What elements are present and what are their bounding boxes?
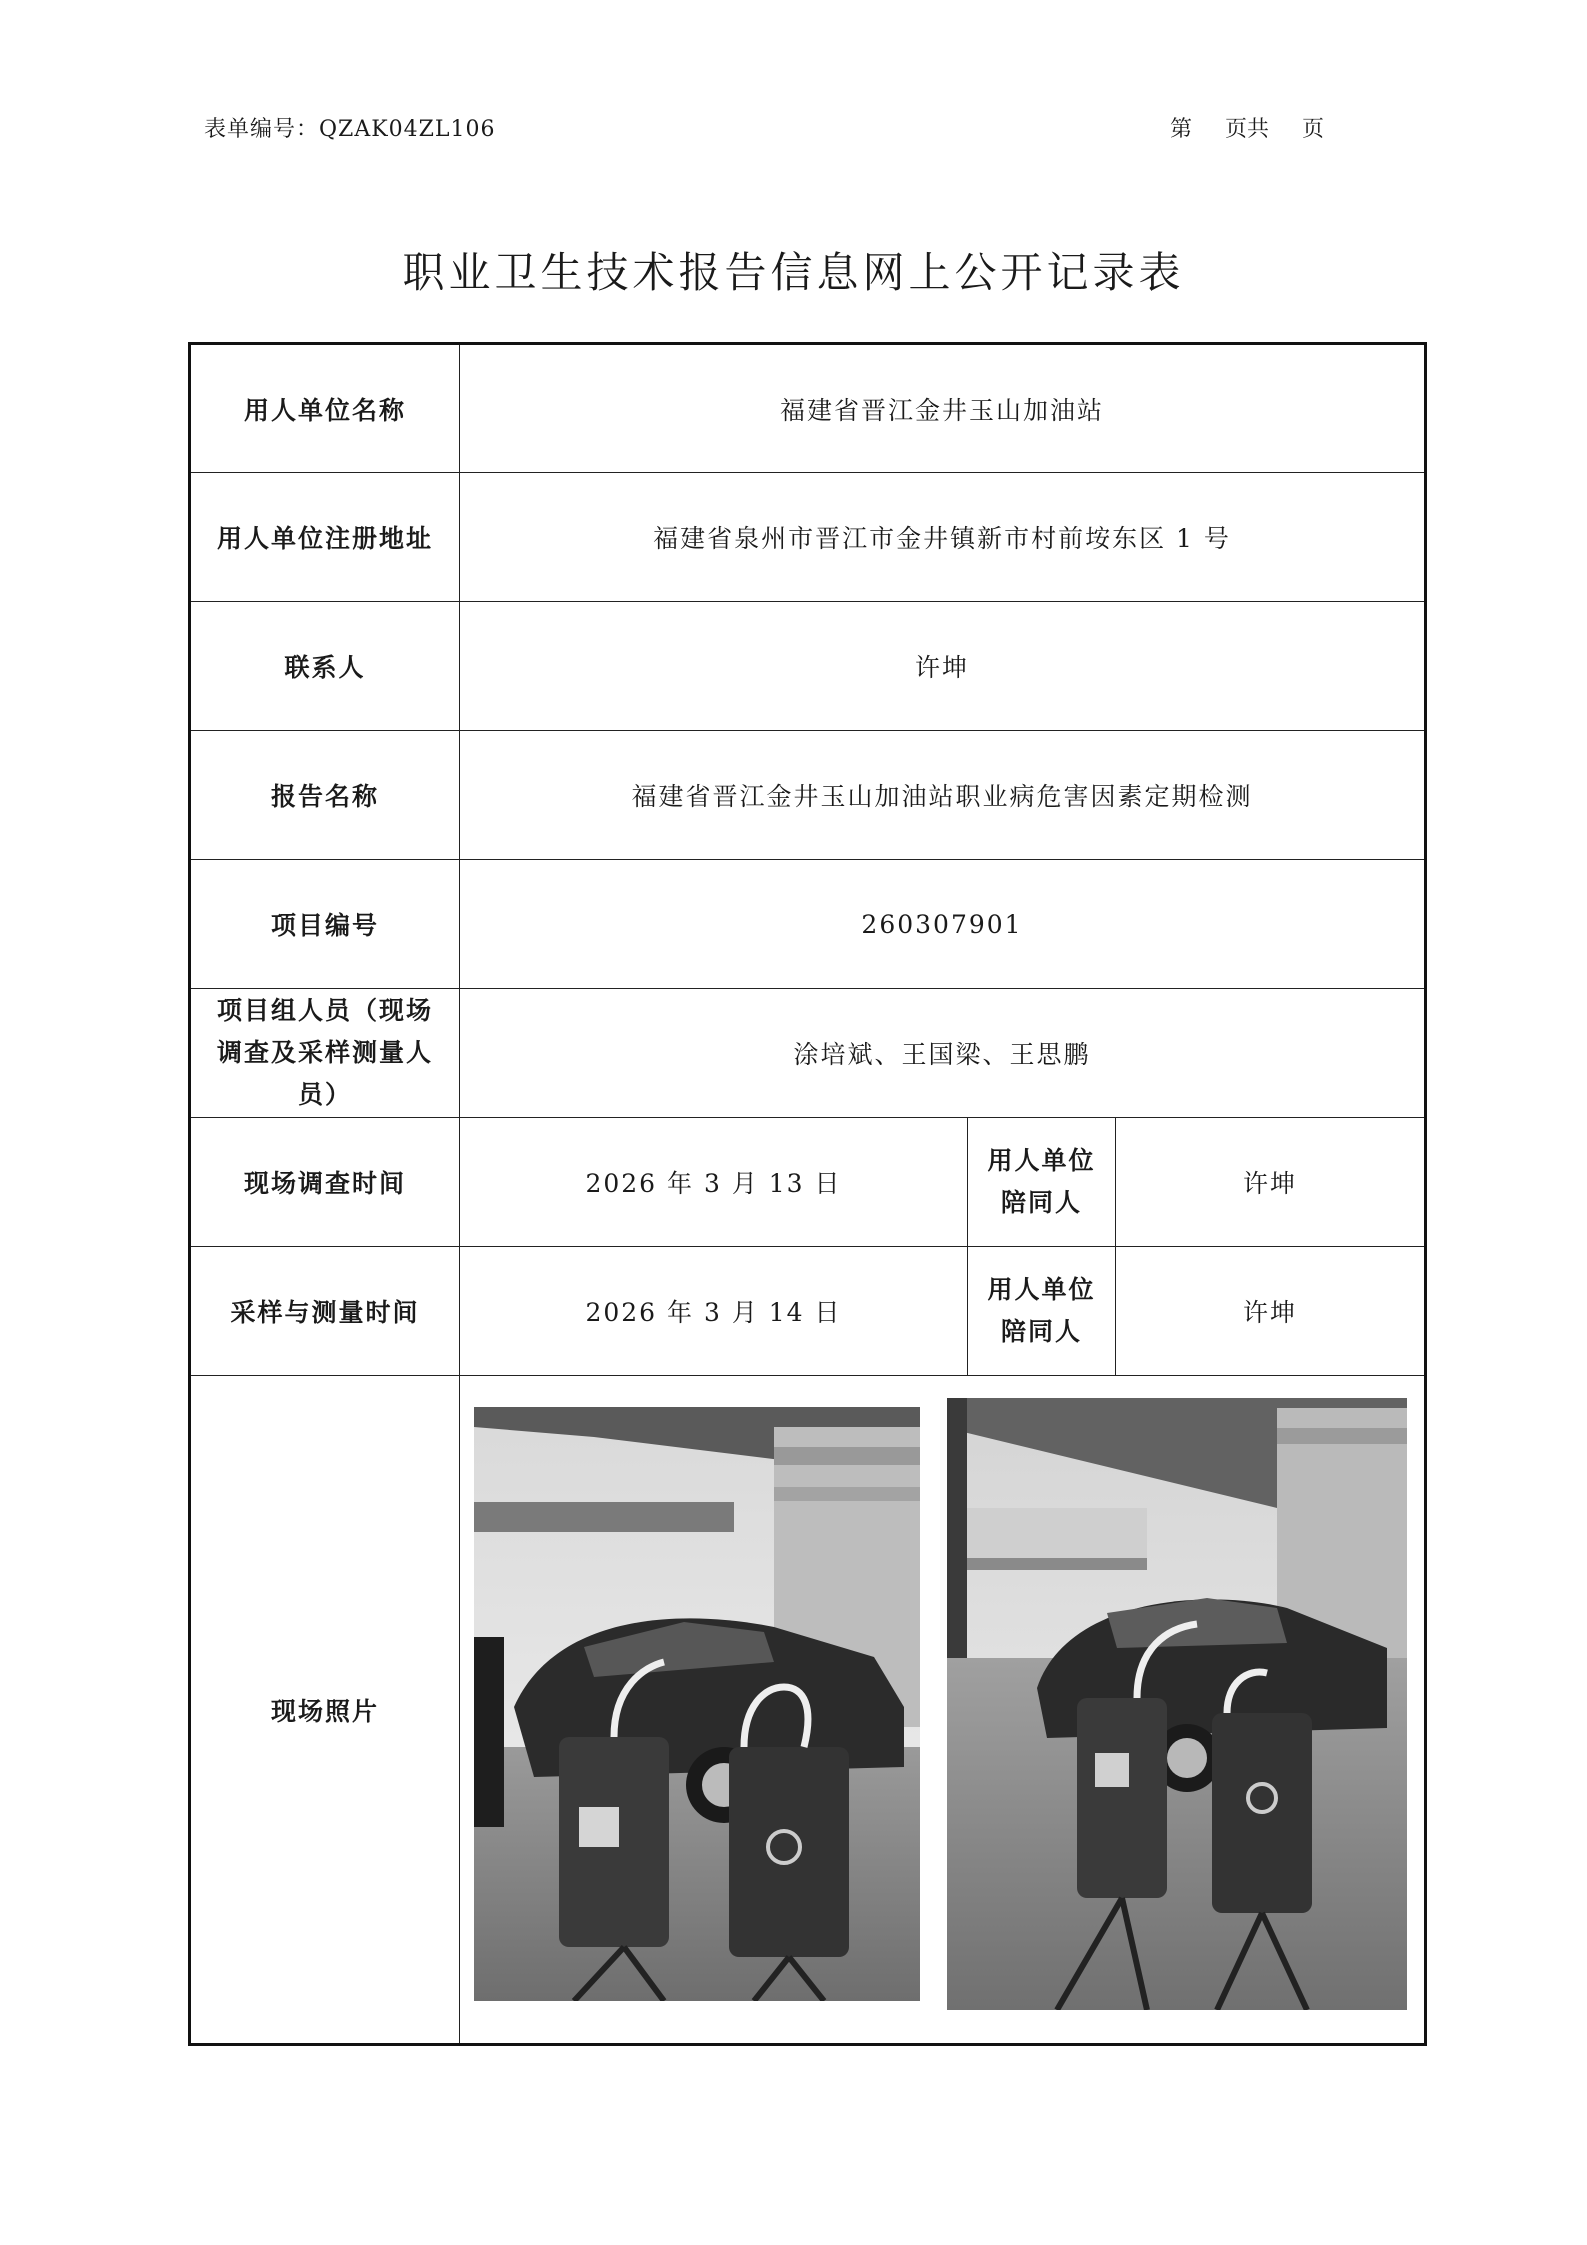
site-photo-1 — [474, 1407, 920, 2001]
sampling-companion-value: 许坤 — [1116, 1247, 1426, 1376]
row-employer-address — [190, 473, 1426, 602]
row-report-name — [190, 731, 1426, 860]
sampling-time-value: 2026 年 3 月 14 日 — [460, 1247, 968, 1376]
site-photo-2 — [947, 1398, 1407, 2010]
survey-companion-label: 用人单位陪同人 — [968, 1118, 1116, 1247]
sampling-time-label: 采样与测量时间 — [190, 1247, 460, 1376]
survey-companion-value: 许坤 — [1116, 1118, 1426, 1247]
report-name-value: 福建省晋江金井玉山加油站职业病危害因素定期检测 — [460, 731, 1426, 860]
row-employer-name — [190, 344, 1426, 473]
employer-address-value: 福建省泉州市晋江市金井镇新市村前垵东区 1 号 — [460, 473, 1426, 602]
project-no-label: 项目编号 — [190, 860, 460, 989]
project-no-value: 260307901 — [460, 860, 1426, 989]
employer-address-label: 用人单位注册地址 — [190, 473, 460, 602]
row-contact — [190, 602, 1426, 731]
row-project-no — [190, 860, 1426, 989]
report-name-label: 报告名称 — [190, 731, 460, 860]
survey-time-label: 现场调查时间 — [190, 1118, 460, 1247]
contact-value: 许坤 — [460, 602, 1426, 731]
survey-time-value: 2026 年 3 月 13 日 — [460, 1118, 968, 1247]
employer-name-label: 用人单位名称 — [190, 344, 460, 473]
row-survey — [190, 1118, 1426, 1247]
employer-name-value: 福建省晋江金井玉山加油站 — [460, 344, 1426, 473]
team-label: 项目组人员（现场调查及采样测量人员） — [190, 989, 460, 1118]
contact-label: 联系人 — [190, 602, 460, 731]
photos-label: 现场照片 — [190, 1376, 460, 2045]
row-sampling — [190, 1247, 1426, 1376]
row-team — [190, 989, 1426, 1118]
page-info: 第 页共 页 — [1170, 117, 1324, 142]
sampling-companion-label: 用人单位陪同人 — [968, 1247, 1116, 1376]
form-number: 表单编号：QZAK04ZL106 — [204, 117, 496, 142]
page-title: 职业卫生技术报告信息网上公开记录表 — [402, 248, 1185, 297]
team-value: 涂培斌、王国梁、王思鹏 — [460, 989, 1426, 1118]
